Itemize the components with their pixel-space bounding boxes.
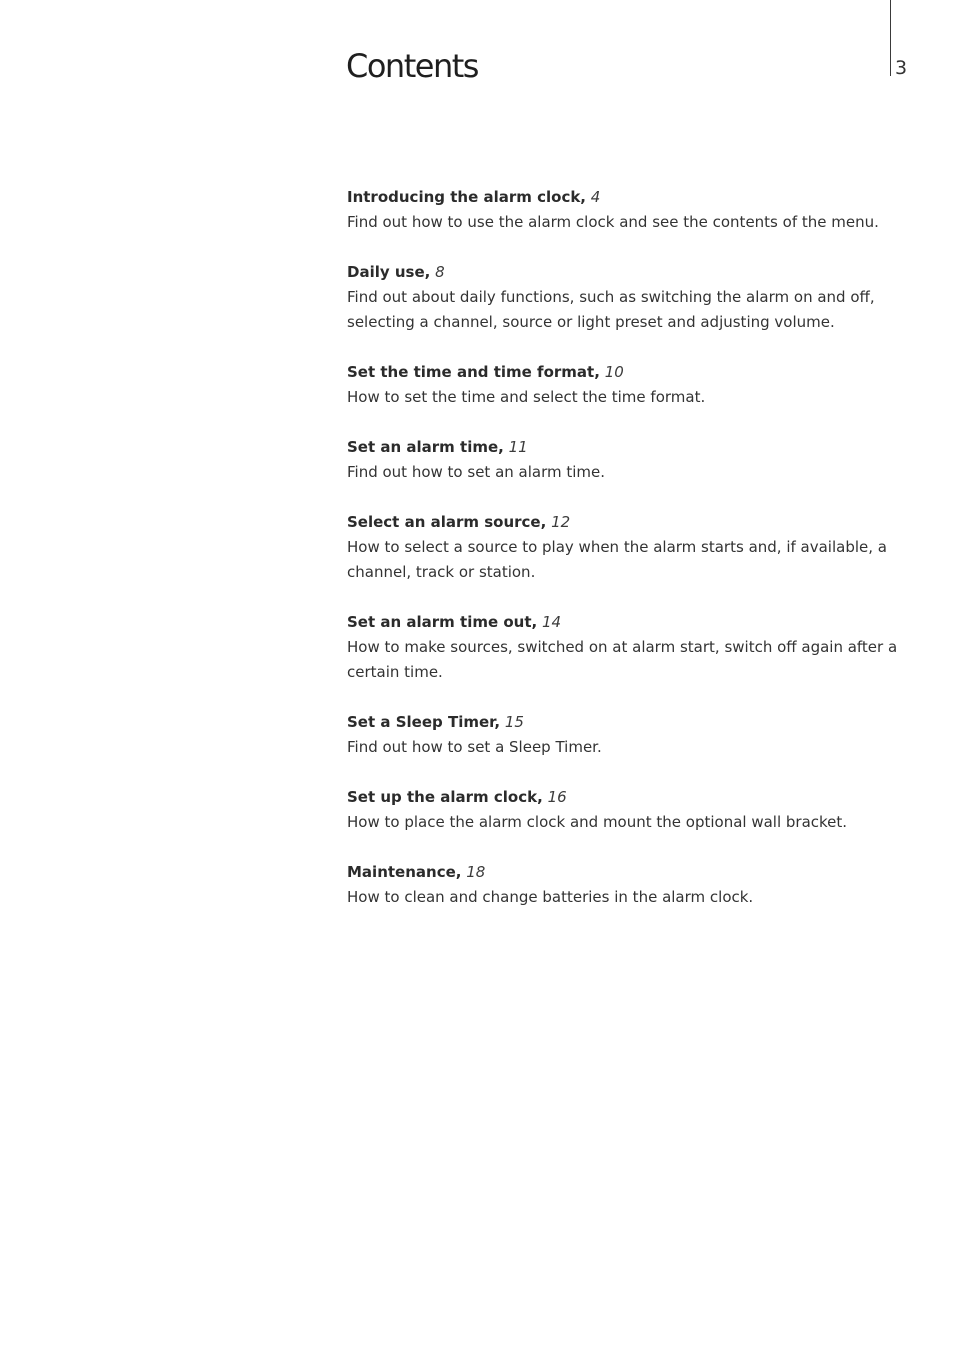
toc-entry-alarm-time-out[interactable]: [347, 610, 907, 685]
toc-entry-description: Find out how to set an alarm time.: [347, 463, 606, 481]
page-number: 3: [895, 57, 908, 79]
toc-entry-page[interactable]: 4: [590, 188, 601, 206]
toc-entry-description: Find out about daily functions, such as switching the alarm on and off, selecting a channel, source or light preset and adjusting volume.: [347, 288, 875, 331]
toc-entry-heading[interactable]: [347, 260, 907, 285]
toc-entry-set-up[interactable]: [347, 785, 907, 835]
toc-entry-page[interactable]: 10: [604, 363, 624, 381]
toc-entry-title[interactable]: Daily use,: [347, 263, 431, 281]
toc-entry-description: Find out how to use the alarm clock and see the contents of the menu.: [347, 213, 879, 231]
page-title: Contents: [346, 47, 478, 85]
toc-entry-heading[interactable]: [347, 610, 907, 635]
toc-entry-page[interactable]: 8: [435, 263, 445, 281]
toc-entry-title[interactable]: Set up the alarm clock,: [347, 788, 543, 806]
toc-entry-heading[interactable]: [347, 860, 907, 885]
toc-entry-heading[interactable]: [347, 435, 907, 460]
toc-entry-heading[interactable]: [347, 360, 907, 385]
page-number-rule: [890, 0, 891, 76]
toc-entry-heading[interactable]: [347, 785, 907, 810]
toc-entry-description: How to select a source to play when the alarm starts and, if available, a channel, track or station.: [347, 538, 887, 581]
toc-entry-daily-use[interactable]: [347, 260, 907, 335]
toc-entry-sleep-timer[interactable]: [347, 710, 907, 760]
toc-entry-alarm-source[interactable]: [347, 510, 907, 585]
toc-entry-description: How to set the time and select the time format.: [347, 388, 706, 406]
toc-entry-description: Find out how to set a Sleep Timer.: [347, 738, 602, 756]
toc-entry-page[interactable]: 14: [542, 613, 562, 631]
toc-entry-maintenance[interactable]: [347, 860, 907, 910]
toc-entry-time-format[interactable]: [347, 360, 907, 410]
toc-entry-description: How to place the alarm clock and mount the optional wall bracket.: [347, 813, 848, 831]
toc-entry-heading[interactable]: [347, 185, 907, 210]
toc-entry-title[interactable]: Set the time and time format,: [347, 363, 600, 381]
toc-entry-page[interactable]: 15: [504, 713, 524, 731]
toc-entry-title[interactable]: Set a Sleep Timer,: [347, 713, 501, 731]
toc-entry-heading[interactable]: [347, 710, 907, 735]
toc-entry-introducing[interactable]: [347, 185, 907, 235]
toc-entry-page[interactable]: 11: [508, 438, 528, 456]
toc-entry-title[interactable]: Set an alarm time out,: [347, 613, 538, 631]
table-of-contents: [347, 185, 907, 935]
toc-entry-description: How to make sources, switched on at alarm start, switch off again after a certain time.: [347, 638, 898, 681]
toc-entry-title[interactable]: Maintenance,: [347, 863, 462, 881]
toc-entry-title[interactable]: Set an alarm time,: [347, 438, 504, 456]
toc-entry-page[interactable]: 18: [466, 863, 486, 881]
toc-entry-page[interactable]: 12: [551, 513, 571, 531]
toc-entry-page[interactable]: 16: [547, 788, 567, 806]
toc-entry-title[interactable]: Select an alarm source,: [347, 513, 547, 531]
toc-entry-title[interactable]: Introducing the alarm clock,: [347, 188, 587, 206]
toc-entry-alarm-time[interactable]: [347, 435, 907, 485]
toc-entry-description: How to clean and change batteries in the alarm clock.: [347, 888, 754, 906]
toc-entry-heading[interactable]: [347, 510, 907, 535]
